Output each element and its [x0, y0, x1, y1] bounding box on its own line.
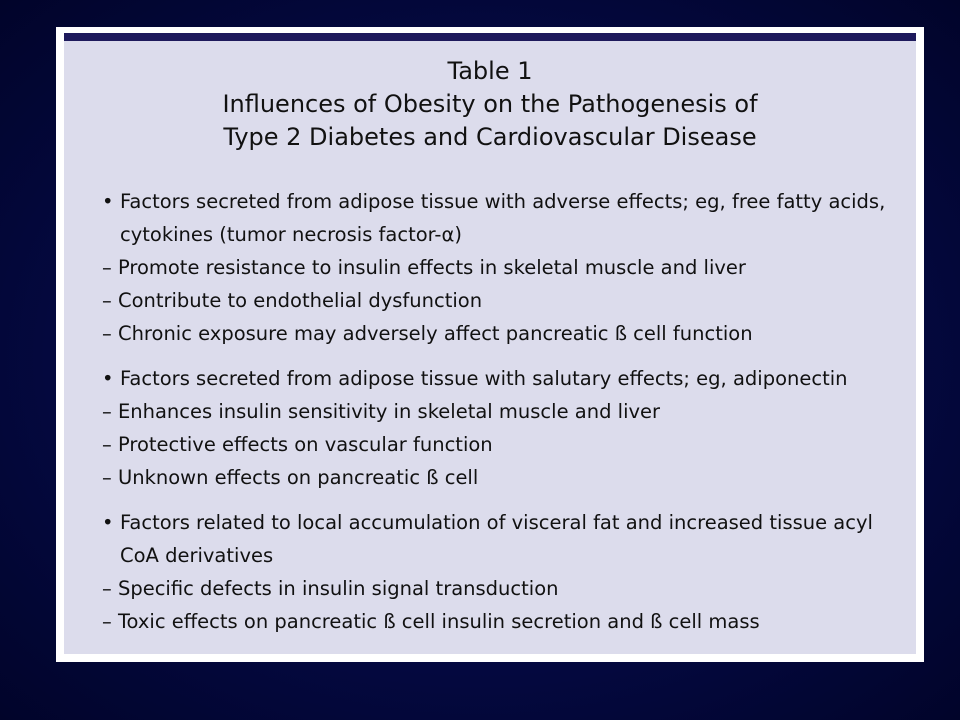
sub-item: – Promote resistance to insulin effects in skeletal muscle and liver: [102, 256, 746, 279]
sub-item: – Enhances insulin sensitivity in skeletal muscle and liver: [102, 400, 661, 423]
sub-item: – Chronic exposure may adversely affect pancreatic ß cell function: [102, 322, 753, 345]
bullet-text: Factors secreted from adipose tissue with salutary effects; eg, adiponectin: [120, 367, 848, 390]
table-body: [102, 185, 902, 638]
bullet-icon: •: [102, 511, 114, 534]
table-panel: [64, 33, 916, 654]
bullet-item: [102, 506, 902, 539]
sub-item: – Contribute to endothelial dysfunction: [102, 289, 483, 312]
sub-item: – Specific defects in insulin signal transduction: [102, 577, 559, 600]
bullet-item: [102, 362, 902, 395]
sub-item: – Toxic effects on pancreatic ß cell insulin secretion and ß cell mass: [102, 610, 760, 633]
title-line-3: Type 2 Diabetes and Cardiovascular Disease: [223, 123, 757, 151]
bullet-text-continuation: cytokines (tumor necrosis factor-α): [120, 223, 462, 246]
bullet-text-continuation: CoA derivatives: [120, 544, 274, 567]
sub-item: – Unknown effects on pancreatic ß cell: [102, 466, 479, 489]
bullet-text: Factors related to local accumulation of visceral fat and increased tissue acyl: [120, 511, 873, 534]
sub-item: – Protective effects on vascular function: [102, 433, 493, 456]
bullet-icon: •: [102, 190, 114, 213]
bullet-item: [102, 185, 902, 218]
top-rule: [64, 33, 916, 41]
slide-frame: [56, 27, 924, 662]
title-line-1: Table 1: [447, 57, 533, 85]
bullet-text: Factors secreted from adipose tissue with adverse effects; eg, free fatty acids,: [120, 190, 886, 213]
table-title: [64, 55, 916, 154]
title-line-2: Influences of Obesity on the Pathogenesis of: [222, 90, 758, 118]
bullet-icon: •: [102, 367, 114, 390]
